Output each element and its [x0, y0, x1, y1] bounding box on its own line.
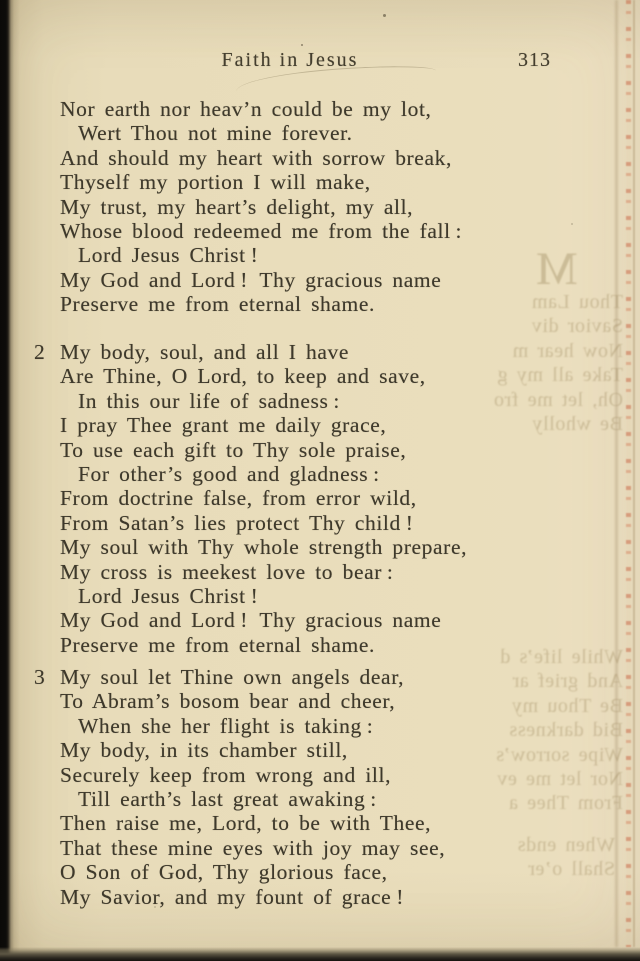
page-number: 313 — [518, 49, 551, 71]
hymn-line: My cross is meekest love to bear : — [60, 559, 394, 584]
hymn-line: My body, soul, and all I have — [60, 340, 349, 364]
verse — [34, 340, 594, 657]
hymn-line: Securely keep from wrong and ill, — [60, 762, 392, 787]
hymn-line: My soul let Thine own angels dear, — [60, 665, 405, 689]
hymn-line: In this our life of sadness : — [78, 388, 340, 413]
hymn-line: Nor earth nor heav’n could be my lot, — [60, 97, 432, 121]
hymn-line: My soul with Thy whole strength prepare, — [60, 535, 468, 560]
verse-number: 2 — [34, 340, 45, 364]
page-edge-line — [633, 0, 635, 947]
hymn-line: Thyself my portion I will make, — [60, 170, 371, 195]
hymn-line: From doctrine false, from error wild, — [60, 486, 417, 511]
hymn-line: I pray Thee grant me daily grace, — [60, 413, 387, 438]
hymn-line: And should my heart with sorrow break, — [60, 145, 452, 170]
hymn-line: My God and Lord ! Thy gracious name — [60, 608, 442, 633]
hymn-line: Lord Jesus Christ ! — [78, 243, 259, 268]
bleedthrough-line: Be Thou my — [511, 694, 623, 717]
page-edge-speckles — [626, 0, 631, 947]
hymn-line: When she her flight is taking : — [78, 713, 374, 738]
hymn-line: Wert Thou not mine forever. — [78, 121, 353, 146]
bleedthrough-line: Oh, let me fro — [493, 388, 623, 411]
book-spine-edge — [0, 0, 20, 961]
bleedthrough-line: Nor let me ev — [496, 768, 623, 791]
hymn-line: My Savior, and my fount of grace ! — [60, 884, 404, 909]
bleedthrough-line: Bid darkness — [508, 719, 623, 742]
bleedthrough-line: Now hear m — [512, 339, 623, 362]
hymn-line: Till earth’s last great awaking : — [78, 787, 377, 812]
bleedthrough-line: From Thee a — [508, 792, 623, 815]
hymn-line: To use each gift to Thy sole praise, — [60, 437, 407, 462]
hymn-line: To Abram’s bosom bear and cheer, — [60, 689, 396, 714]
hymn-line: Lord Jesus Christ ! — [78, 584, 259, 609]
verse-number: 3 — [34, 665, 45, 689]
hymn-line: From Satan’s lies protect Thy child ! — [60, 510, 414, 535]
hymn-line: My body, in its chamber still, — [60, 738, 348, 763]
bleedthrough-line: Savior div — [531, 315, 623, 338]
hymn-line: Preserve me from eternal shame. — [60, 292, 375, 317]
bleedthrough-line: When ends — [517, 834, 615, 856]
hymn-line: My trust, my heart’s delight, my all, — [60, 194, 414, 219]
hymn-line: My God and Lord ! Thy gracious name — [60, 267, 442, 292]
hymn-line: For other’s good and gladness : — [78, 462, 380, 487]
hymn-line: O Son of God, Thy glorious face, — [60, 860, 388, 885]
bleedthrough-line: While life’s d — [499, 646, 623, 668]
hymn-line: Then raise me, Lord, to be with Thee, — [60, 811, 432, 836]
bleedthrough-line: Wipe sorrow’s — [495, 743, 623, 766]
bleedthrough-line: Thou Lam — [531, 291, 623, 313]
bleedthrough-line: Be wholly — [531, 413, 623, 436]
verse — [34, 665, 594, 909]
hymn-line: That these mine eyes with joy may see, — [60, 835, 446, 860]
bleedthrough-line: Shall o’er — [527, 858, 615, 881]
hymn-line: Are Thine, O Lord, to keep and save, — [60, 364, 426, 389]
verse — [34, 97, 594, 317]
hymn-line: Preserve me from eternal shame. — [60, 632, 375, 657]
bleedthrough-dropcap: M — [536, 243, 578, 295]
hymn-line: Whose blood redeemed me from the fall : — [60, 219, 463, 244]
page-edge-crease — [615, 0, 618, 947]
bleedthrough-line: And grief ar — [512, 670, 623, 693]
page-title: Faith in Jesus — [221, 49, 359, 71]
bleedthrough-line: Take all my g — [497, 364, 623, 387]
page-bottom-shadow — [0, 947, 640, 961]
